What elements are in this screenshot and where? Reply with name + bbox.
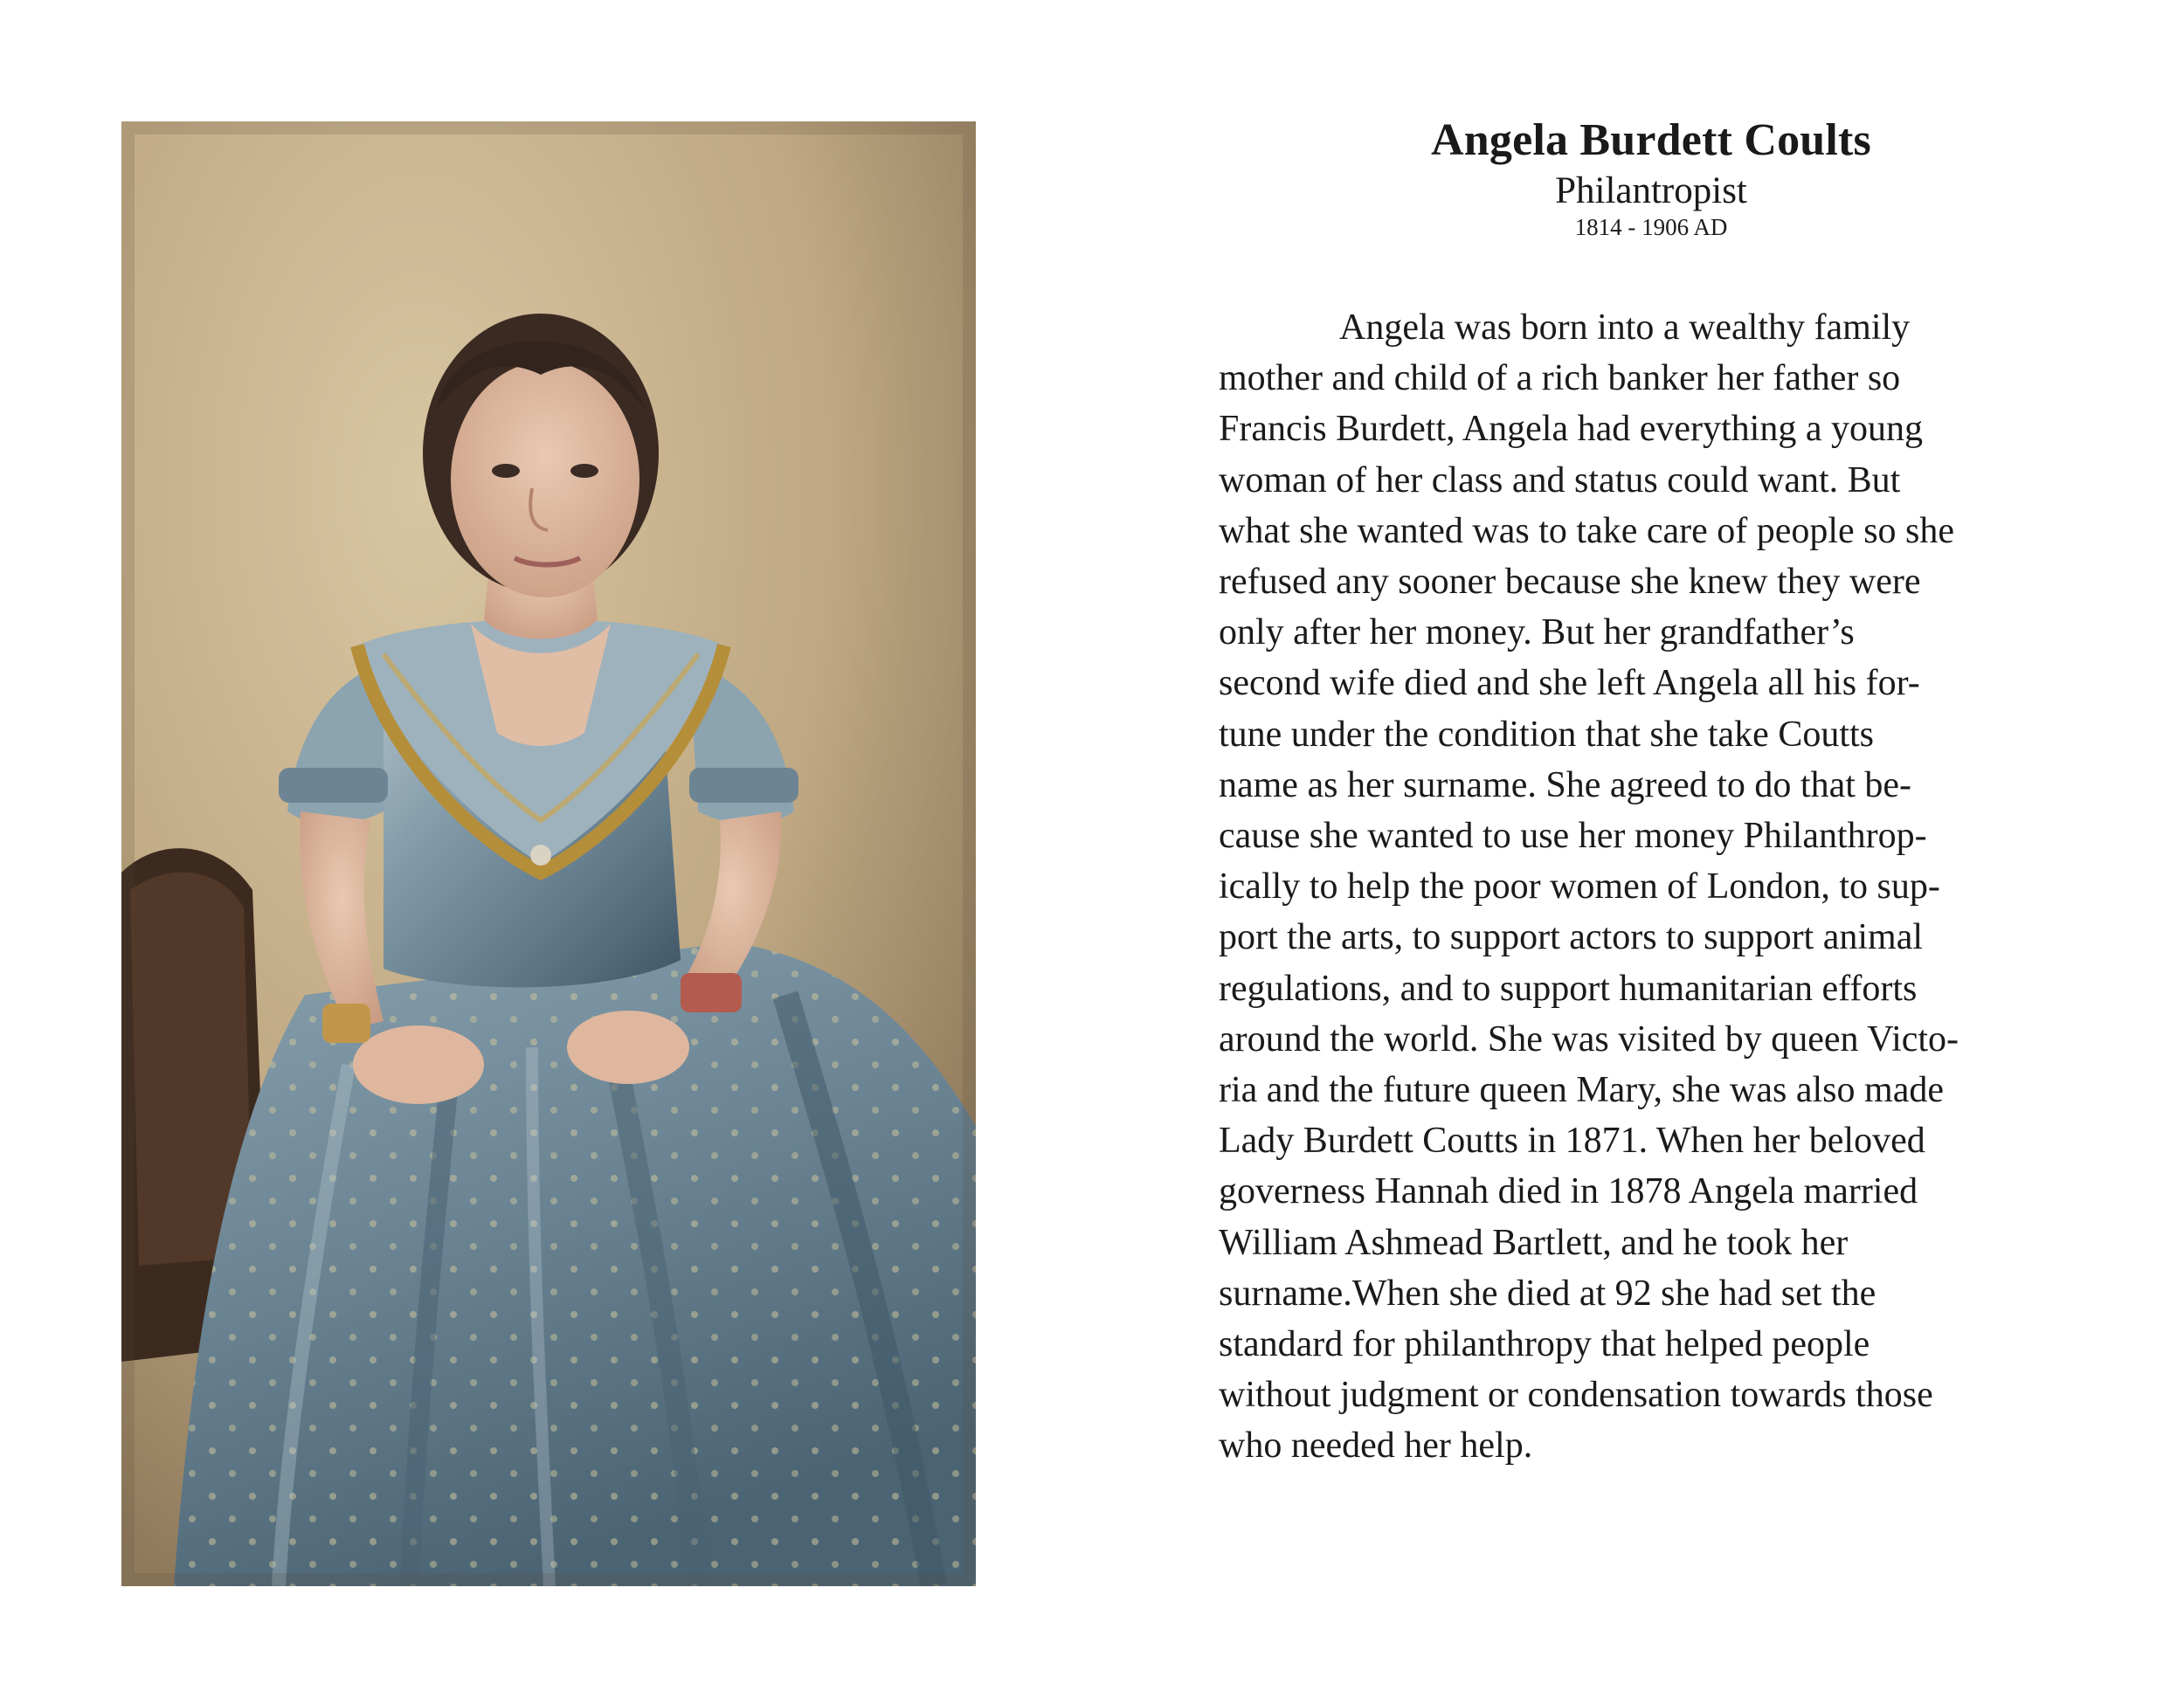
bio-line: governess Hannah died in 1878 Angela married [1219, 1171, 1918, 1212]
bio-line: Lady Burdett Coutts in 1871. When her beloved [1219, 1121, 1925, 1162]
bio-line: without judgment or condensation towards those [1219, 1375, 1933, 1416]
biography [1219, 302, 2084, 1472]
bio-line: tune under the condition that she take Coutts [1219, 714, 1875, 755]
person-name: Angela Burdett Coults [1431, 115, 1871, 165]
bio-line: William Ashmead Bartlett, and he took her [1219, 1222, 1849, 1263]
bio-line: who needed her help. [1219, 1425, 1533, 1467]
bio-line: woman of her class and status could want. But [1219, 459, 1901, 500]
bio-line: port the arts, to support actors to support animal [1219, 917, 1924, 958]
bio-line: Francis Burdett, Angela had everything a young [1219, 409, 1923, 450]
bio-line: second wife died and she left Angela all his for- [1219, 663, 1920, 704]
bio-line: cause she wanted to use her money Philanthrop- [1219, 816, 1927, 857]
bio-line: refused any sooner because she knew they were [1219, 562, 1921, 603]
bio-line: name as her surname. She agreed to do that be- [1219, 764, 1912, 805]
person-dates: 1814 - 1906 AD [1574, 214, 1728, 240]
bio-line: standard for philanthropy that helped people [1219, 1324, 1870, 1365]
bio-line: around the world. She was visited by queen Victo- [1219, 1018, 1959, 1060]
bio-line: Angela was born into a wealthy family [1339, 307, 1911, 348]
bio-line: regulations, and to support humanitarian efforts [1219, 968, 1918, 1009]
bio-line: ria and the future queen Mary, she was also made [1219, 1070, 1944, 1111]
portrait-photo [121, 121, 976, 1586]
bio-line: only after her money. But her grandfather’s [1219, 612, 1855, 653]
person-role: Philantropist [1555, 170, 1747, 211]
bio-line: mother and child of a rich banker her father so [1219, 358, 1901, 399]
header [1219, 112, 2084, 241]
bio-line: what she wanted was to take care of people so she [1219, 510, 1955, 551]
bio-line: ically to help the poor women of London, to sup- [1219, 866, 1940, 908]
portrait-illustration [121, 121, 976, 1586]
bio-line: surname.When she died at 92 she had set the [1219, 1273, 1876, 1314]
text-column [1219, 112, 2084, 1472]
